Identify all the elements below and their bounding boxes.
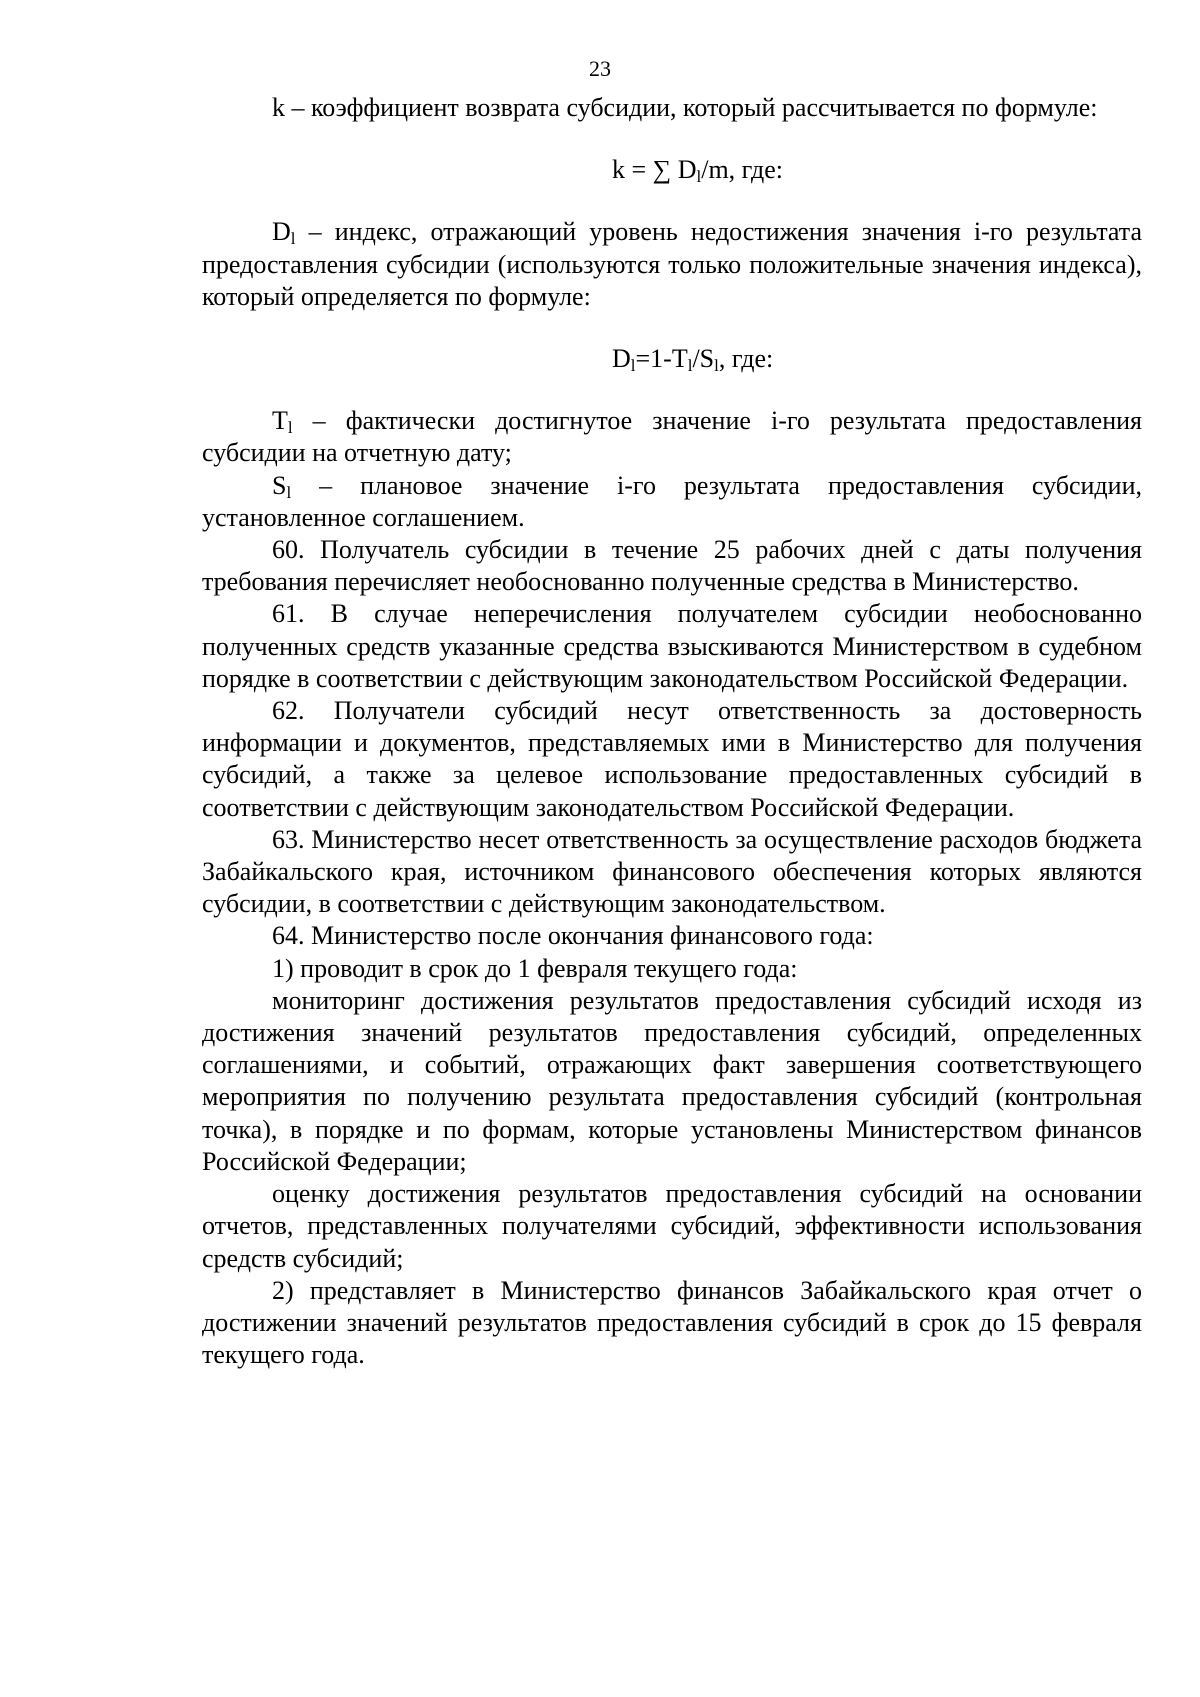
paragraph-61: 61. В случае неперечисления получателем субсидии необоснованно полученных средств указанные средства взыскиваются Министерством в судебном порядке в соответствии с действующим законодательством Российской Федерации. xyxy=(202,599,1142,693)
document-body xyxy=(202,92,1142,1371)
paragraph-t-definition: $T_l$ – фактически достигнутое значение i-го результата предоставления субсидии на отчетную дату; xyxy=(202,406,1142,468)
paragraph-60: 60. Получатель субсидии в течение 25 рабочих дней с даты получения требования перечисляет необоснованно полученные средства в Министерство. xyxy=(202,535,1142,597)
paragraph-d-definition: $D_l$ – индекс, отражающий уровень недостижения значения i-го результата предоставления субсидии (используются только положительные значения индекса), который определяется по формуле: xyxy=(202,217,1142,311)
paragraph-64-item-2: 2) представляет в Министерство финансов Забайкальского края отчет о достижении значений результатов предоставления субсидий в срок до 15 февраля текущего года. xyxy=(202,1275,1142,1370)
paragraph-monitoring: мониторинг достижения результатов предоставления субсидий исходя из достижения значений результатов предоставления субсидий, определенных соглашениями, и событий, отражающих факт завершения соответствующего мероприятия по получению результата предоставления субсидий (контрольная точка), в порядке и по формам, которые установлены Министерством финансов Российской Федерации; xyxy=(202,985,1142,1176)
paragraph-63: 63. Министерство несет ответственность за осуществление расходов бюджета Забайкальского края, источником финансового обеспечения которых являются субсидии, в соответствии с действующим законодательством. xyxy=(202,824,1142,919)
formula-d: $D_l=1-T_l/S_l$, где: xyxy=(612,344,774,376)
formula-k: k = ∑ $D_l/m$, где: xyxy=(612,155,784,187)
paragraph-64-item-1: 1) проводит в срок до 1 февраля текущего года: xyxy=(272,953,798,983)
paragraph-62: 62. Получатели субсидий несут ответственность за достоверность информации и документов, представляемых ими в Министерство для получения субсидий, а также за целевое использование предоставленных субсидий в соответствии с действующим законодательством Российской Федерации. xyxy=(202,696,1142,822)
page-number: 23 xyxy=(589,56,611,81)
paragraph-64: 64. Министерство после окончания финансового года: xyxy=(272,921,874,951)
paragraph-k-definition: k – коэффициент возврата субсидии, который рассчитывается по формуле: xyxy=(272,93,1098,122)
paragraph-evaluation: оценку достижения результатов предоставления субсидий на основании отчетов, представленных получателями субсидий, эффективности использования средств субсидий; xyxy=(202,1179,1142,1273)
paragraph-s-definition: $S_l$ – плановое значение i-го результата предоставления субсидии, установленное соглашением. xyxy=(202,470,1142,532)
